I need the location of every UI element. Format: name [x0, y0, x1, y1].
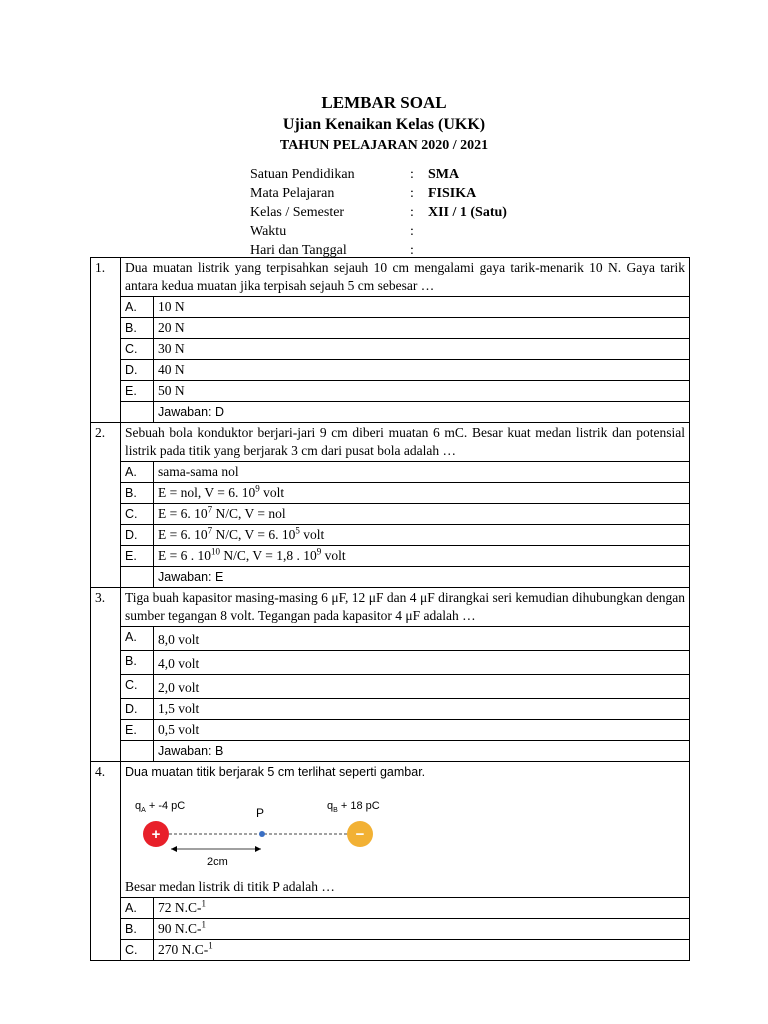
option-row — [91, 675, 690, 699]
info-label: Waktu — [250, 224, 287, 239]
option-row — [91, 627, 690, 651]
option-row — [91, 651, 690, 675]
answer-row — [91, 741, 690, 762]
question-prompt: Besar medan listrik di titik P adalah … — [125, 879, 335, 894]
option-row — [91, 699, 690, 720]
point-p-label: P — [256, 806, 265, 820]
option-letter: B. — [121, 483, 154, 504]
option-letter: B. — [121, 651, 154, 675]
question-row — [91, 762, 690, 898]
option-text: 30 N — [154, 339, 690, 360]
option-letter: C. — [121, 504, 154, 525]
exponent: 7 — [207, 504, 213, 515]
question-number: 1. — [91, 258, 121, 423]
info-label: Satuan Pendidikan — [250, 167, 355, 182]
exponent: 10 — [211, 546, 220, 557]
answer-spacer — [121, 567, 154, 588]
question-table — [90, 257, 690, 961]
exponent: 5 — [295, 525, 300, 536]
option-letter: B. — [121, 318, 154, 339]
info-colon: : — [410, 243, 414, 258]
page-title: LEMBAR SOAL — [321, 93, 447, 112]
question-number: 4. — [91, 762, 121, 961]
arrow-head-right — [255, 846, 261, 852]
option-part: volt — [321, 548, 346, 563]
option-row — [91, 297, 690, 318]
answer-text: Jawaban: E — [154, 567, 690, 588]
option-text: 8,0 volt — [154, 627, 690, 651]
option-letter: E. — [121, 720, 154, 741]
option-part: E = 6. 10 — [158, 506, 208, 521]
answer-spacer — [121, 402, 154, 423]
option-row — [91, 483, 690, 504]
option-letter: A. — [121, 627, 154, 651]
answer-row — [91, 402, 690, 423]
info-colon: : — [410, 205, 414, 220]
point-p — [259, 831, 265, 837]
charge-b-label: $q_B + 18$ pC — [327, 800, 380, 814]
answer-row — [91, 567, 690, 588]
info-colon: : — [410, 167, 414, 182]
info-value: XII / 1 (Satu) — [428, 205, 507, 220]
exponent: 1 — [201, 898, 206, 909]
info-label: Hari dan Tanggal — [250, 243, 347, 258]
question-row — [91, 258, 690, 297]
option-letter: A. — [121, 297, 154, 318]
info-colon: : — [410, 186, 414, 201]
option-row — [91, 360, 690, 381]
info-row-subject — [250, 184, 507, 203]
option-letter: C. — [121, 940, 154, 961]
charge-diagram-svg — [125, 787, 425, 869]
info-row-school — [250, 165, 507, 184]
info-value: FISIKA — [428, 186, 477, 201]
option-letter: B. — [121, 919, 154, 940]
option-part: N/C, V = nol — [212, 506, 286, 521]
option-text — [154, 898, 690, 919]
option-letter: D. — [121, 360, 154, 381]
option-row — [91, 720, 690, 741]
option-text: 50 N — [154, 381, 690, 402]
option-part: E = 6. 10 — [158, 527, 208, 542]
option-letter: D. — [121, 525, 154, 546]
exponent: 1 — [208, 940, 213, 951]
option-row — [91, 381, 690, 402]
option-letter: A. — [121, 462, 154, 483]
option-row — [91, 504, 690, 525]
option-text: 10 N — [154, 297, 690, 318]
option-text — [154, 504, 690, 525]
option-text — [154, 919, 690, 940]
exponent: 9 — [255, 483, 260, 494]
option-text: 2,0 volt — [154, 675, 690, 699]
question-text: Dua muatan listrik yang terpisahkan sejauh 10 cm mengalami gaya tarik-menarik 10 N. Gaya tarik antara kedua muatan jika terpisah sejauh 5 cm sebesar … — [121, 258, 690, 297]
option-part: volt — [299, 527, 325, 542]
answer-text: Jawaban: D — [154, 402, 690, 423]
option-row — [91, 318, 690, 339]
option-part: E = nol, V = 6. 10 — [158, 485, 256, 500]
question-text: Dua muatan titik berjarak 5 cm terlihat seperti gambar. — [125, 765, 426, 779]
answer-text: Jawaban: B — [154, 741, 690, 762]
option-letter: A. — [121, 898, 154, 919]
option-part: N/C, V = 6. 10 — [212, 527, 296, 542]
answer-spacer — [121, 741, 154, 762]
option-part: volt — [259, 485, 285, 500]
distance-label: 2cm — [207, 856, 228, 868]
info-colon: : — [410, 224, 414, 239]
option-row — [91, 919, 690, 940]
option-text — [154, 546, 690, 567]
option-text — [154, 483, 690, 504]
option-row — [91, 339, 690, 360]
option-text — [154, 940, 690, 961]
academic-year: TAHUN PELAJARAN 2020 / 2021 — [279, 138, 489, 153]
plus-sign: + — [151, 826, 161, 843]
question-number: 3. — [91, 588, 121, 762]
info-value: SMA — [428, 167, 460, 182]
option-text: 4,0 volt — [154, 651, 690, 675]
option-text: sama-sama nol — [154, 462, 690, 483]
exponent: 9 — [316, 546, 322, 557]
option-text: 40 N — [154, 360, 690, 381]
option-row — [91, 462, 690, 483]
option-text: 1,5 volt — [154, 699, 690, 720]
option-letter: C. — [121, 339, 154, 360]
arrow-head-left — [171, 846, 177, 852]
option-part: N/C, V = 1,8 . 10 — [220, 548, 317, 563]
option-row — [91, 898, 690, 919]
question-body — [121, 762, 690, 898]
question-number: 2. — [91, 423, 121, 588]
option-text — [154, 525, 690, 546]
question-text: Sebuah bola konduktor berjari-jari 9 cm diberi muatan 6 mC. Besar kuat medan listrik dan potensial listrik pada titik yang berjarak 3 cm dari pusat bola adalah … — [121, 423, 690, 462]
question-text: Tiga buah kapasitor masing-masing 6 μF, 12 μF dan 4 μF dirangkai seri kemudian dihubungkan dengan sumber tegangan 8 volt. Tegangan pada kapasitor 4 μF adalah … — [121, 588, 690, 627]
option-letter: E. — [121, 381, 154, 402]
question-row — [91, 588, 690, 627]
info-label: Mata Pelajaran — [250, 186, 335, 201]
exponent: 1 — [201, 919, 206, 930]
option-row — [91, 546, 690, 567]
option-letter: C. — [121, 675, 154, 699]
exam-info — [250, 165, 507, 260]
option-row — [91, 525, 690, 546]
option-text: 0,5 volt — [154, 720, 690, 741]
question-row — [91, 423, 690, 462]
info-row-class — [250, 203, 507, 222]
option-part: 90 N.C- — [158, 921, 202, 936]
option-text: 20 N — [154, 318, 690, 339]
option-row — [91, 940, 690, 961]
option-letter: E. — [121, 546, 154, 567]
info-label: Kelas / Semester — [250, 205, 345, 220]
charge-diagram — [125, 787, 685, 874]
option-letter: D. — [121, 699, 154, 720]
minus-sign: − — [355, 826, 365, 843]
info-row-time — [250, 222, 507, 241]
option-part: 72 N.C- — [158, 900, 202, 915]
exponent: 7 — [207, 525, 213, 536]
exam-subtitle: Ujian Kenaikan Kelas (UKK) — [282, 116, 486, 133]
option-part: 270 N.C- — [158, 942, 209, 957]
charge-a-label: $q_A + -4$ pC — [135, 800, 186, 814]
option-part: E = 6 . 10 — [158, 548, 211, 563]
